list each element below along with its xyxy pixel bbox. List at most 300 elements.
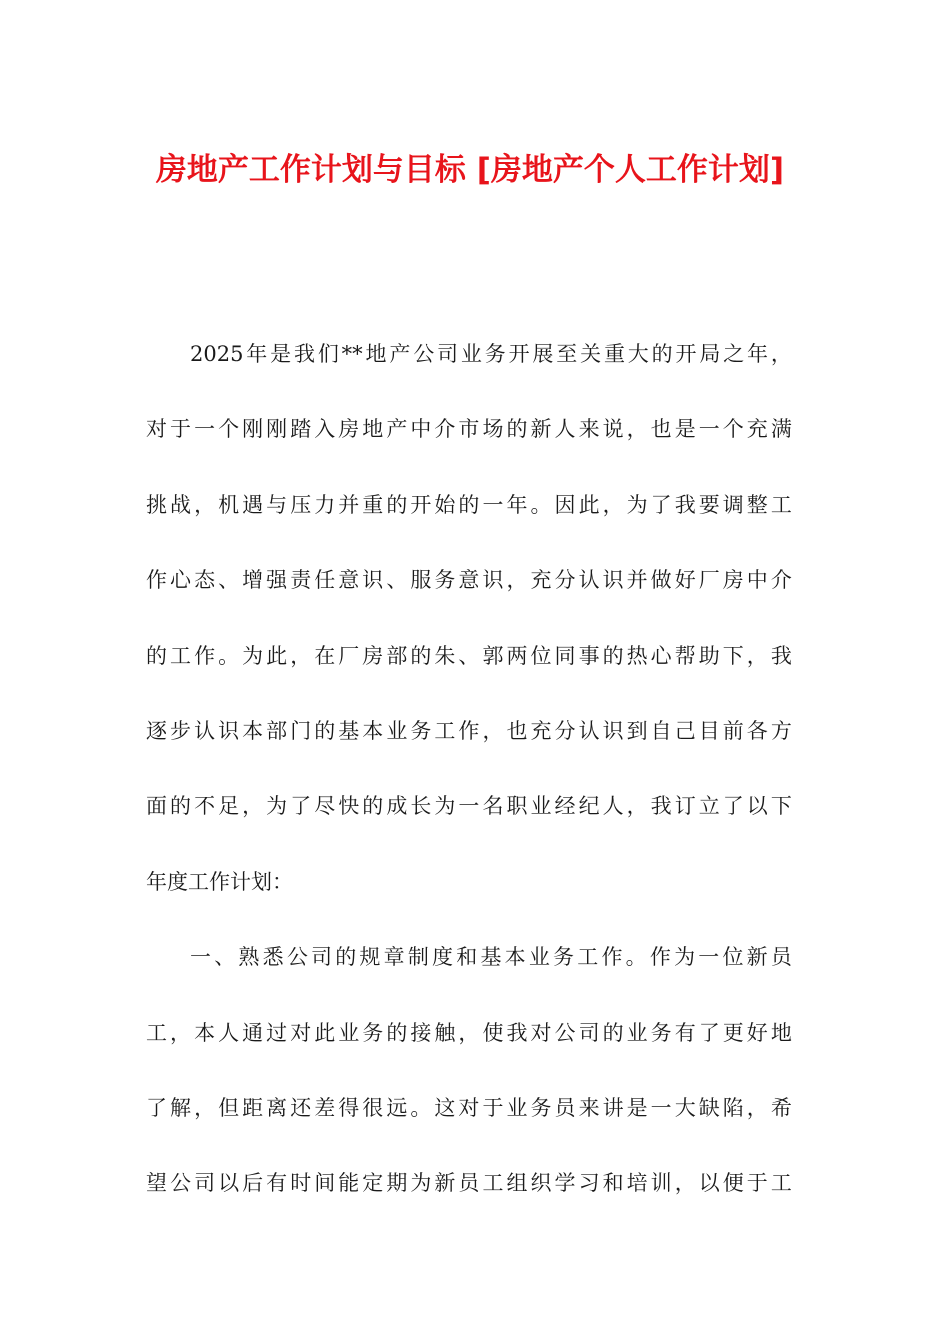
glyph: 一 xyxy=(650,1095,672,1120)
glyph: 刚 xyxy=(266,417,288,442)
glyph: 组 xyxy=(506,1171,528,1196)
glyph: 认 xyxy=(194,718,216,743)
glyph: 务 xyxy=(650,1020,672,1045)
paragraph-1-line-7 xyxy=(146,778,792,853)
glyph: 部 xyxy=(266,718,288,743)
paragraph-1-line-6 xyxy=(146,703,792,778)
glyph: 并 xyxy=(338,492,360,517)
glyph: 意 xyxy=(458,568,480,593)
glyph: 差 xyxy=(314,1095,336,1120)
glyph: 工 xyxy=(770,492,792,517)
glyph: 和 xyxy=(456,945,478,970)
glyph: 员 xyxy=(554,1095,576,1120)
glyph: 更 xyxy=(722,1020,744,1045)
glyph: ， xyxy=(458,1020,480,1045)
glyph: 触 xyxy=(434,1020,456,1045)
glyph: 本 xyxy=(194,1020,216,1045)
glyph: 距 xyxy=(242,1095,264,1120)
glyph: 务 xyxy=(553,945,575,970)
glyph: 方 xyxy=(770,718,792,743)
glyph: 压 xyxy=(290,492,312,517)
glyph: 职 xyxy=(506,794,528,819)
glyph: 位 xyxy=(530,643,552,668)
glyph: 我 xyxy=(770,643,792,668)
glyph: 充 xyxy=(530,568,552,593)
glyph: 之 xyxy=(723,342,745,366)
glyph: ， xyxy=(194,1095,216,1120)
glyph: ， xyxy=(242,794,264,819)
glyph: 公 xyxy=(554,1020,576,1045)
glyph: 对 xyxy=(146,417,167,442)
glyph: 做 xyxy=(650,568,672,593)
glyph: 学 xyxy=(554,1171,576,1196)
glyph: 不 xyxy=(194,794,216,819)
glyph: 部 xyxy=(386,643,408,668)
glyph: 此 xyxy=(314,1020,336,1045)
glyph: 司 xyxy=(578,1020,600,1045)
glyph: 刚 xyxy=(242,417,264,442)
glyph: 业 xyxy=(530,794,552,819)
glyph: 开 xyxy=(675,342,697,366)
glyph: 门 xyxy=(290,718,312,743)
glyph: 下 xyxy=(722,643,744,668)
glyph: 与 xyxy=(266,492,288,517)
glyph: 的 xyxy=(170,794,192,819)
glyph: 的 xyxy=(335,945,357,970)
glyph: 位 xyxy=(722,945,744,970)
glyph: 房 xyxy=(722,568,744,593)
glyph: 新 xyxy=(434,1171,456,1196)
glyph: 工 xyxy=(770,1171,792,1196)
glyph: 热 xyxy=(626,643,648,668)
glyph: ， xyxy=(602,492,624,517)
paragraph-1-line-5 xyxy=(146,628,792,703)
glyph: 、 xyxy=(386,568,408,593)
glyph: 踏 xyxy=(290,417,312,442)
glyph: 长 xyxy=(410,794,432,819)
glyph: 训 xyxy=(650,1171,672,1196)
glyph: 识 xyxy=(602,568,624,593)
glyph: 新 xyxy=(530,417,552,442)
glyph: 为 xyxy=(266,794,288,819)
glyph: 入 xyxy=(314,417,336,442)
glyph: 立 xyxy=(698,794,720,819)
glyph: 作 xyxy=(146,568,167,593)
glyph: 陷 xyxy=(722,1095,744,1120)
glyph: 望 xyxy=(146,1171,167,1196)
glyph: 的 xyxy=(146,643,167,668)
glyph: 也 xyxy=(506,718,528,743)
glyph: 好 xyxy=(674,568,696,593)
glyph: 业 xyxy=(338,1020,360,1045)
glyph: 同 xyxy=(554,643,576,668)
glyph: 一 xyxy=(482,492,504,517)
glyph: 的 xyxy=(506,417,528,442)
glyph: 分 xyxy=(554,568,576,593)
glyph: 为 xyxy=(434,794,456,819)
glyph: 朱 xyxy=(434,643,456,668)
document-body xyxy=(146,326,792,1231)
glyph: 始 xyxy=(434,492,456,517)
glyph: 务 xyxy=(410,718,432,743)
glyph: 前 xyxy=(722,718,744,743)
glyph: 务 xyxy=(484,342,506,366)
glyph: 尽 xyxy=(314,794,336,819)
glyph: 是 xyxy=(626,1095,648,1120)
glyph: 满 xyxy=(770,417,792,442)
glyph: 工 xyxy=(146,1020,167,1045)
glyph: 个 xyxy=(722,417,744,442)
glyph: 了 xyxy=(290,794,312,819)
paragraph-2-line-2 xyxy=(146,1005,792,1080)
glyph: 业 xyxy=(506,1095,528,1120)
glyph: ， xyxy=(770,342,792,366)
glyph: 厂 xyxy=(698,568,720,593)
glyph: 一 xyxy=(190,945,211,970)
glyph: 人 xyxy=(554,417,576,442)
glyph: 至 xyxy=(556,342,578,366)
glyph: 面 xyxy=(146,794,167,819)
glyph: 增 xyxy=(242,568,264,593)
glyph: 2025 xyxy=(190,342,244,366)
glyph: ， xyxy=(626,794,648,819)
glyph: 对 xyxy=(290,1020,312,1045)
glyph: 为 xyxy=(242,643,264,668)
glyph: 到 xyxy=(626,718,648,743)
glyph: 目 xyxy=(698,718,720,743)
glyph: 是 xyxy=(270,342,292,366)
glyph: 快 xyxy=(338,794,360,819)
glyph: 挑 xyxy=(146,492,167,517)
glyph: 度 xyxy=(432,945,454,970)
glyph: 以 xyxy=(746,794,768,819)
glyph: 也 xyxy=(650,417,672,442)
glyph: 开 xyxy=(410,492,432,517)
paragraph-1-line-3 xyxy=(146,477,792,552)
glyph: 我 xyxy=(293,342,315,366)
glyph: 年 xyxy=(246,342,268,366)
glyph: 本 xyxy=(242,718,264,743)
glyph: 很 xyxy=(362,1095,384,1120)
glyph: 大 xyxy=(627,342,649,366)
glyph: 订 xyxy=(674,794,696,819)
glyph: 远 xyxy=(386,1095,408,1120)
glyph: 重 xyxy=(603,342,625,366)
glyph: 作 xyxy=(649,945,671,970)
glyph: 过 xyxy=(266,1020,288,1045)
glyph: 新 xyxy=(746,945,768,970)
glyph: 务 xyxy=(530,1095,552,1120)
glyph: 步 xyxy=(170,718,192,743)
glyph: 的 xyxy=(410,643,432,668)
glyph: 强 xyxy=(266,568,288,593)
glyph: 个 xyxy=(218,417,240,442)
glyph: 希 xyxy=(770,1095,792,1120)
glyph: 员 xyxy=(458,1171,480,1196)
glyph: 对 xyxy=(530,1020,552,1045)
glyph: 分 xyxy=(554,718,576,743)
glyph: 产 xyxy=(389,342,411,366)
glyph: 解 xyxy=(170,1095,192,1120)
glyph: 缺 xyxy=(698,1095,720,1120)
glyph: 织 xyxy=(530,1171,552,1196)
glyph: 有 xyxy=(266,1171,288,1196)
glyph: 自 xyxy=(650,718,672,743)
glyph: 任 xyxy=(314,568,336,593)
paragraph-1-line-8: 年度工作计划： xyxy=(146,869,293,894)
glyph: 力 xyxy=(314,492,336,517)
glyph: 业 xyxy=(626,1020,648,1045)
glyph: 两 xyxy=(506,643,528,668)
glyph: 离 xyxy=(266,1095,288,1120)
glyph: ， xyxy=(170,1020,192,1045)
glyph: 公 xyxy=(413,342,435,366)
glyph: 的 xyxy=(362,794,384,819)
glyph: 责 xyxy=(290,568,312,593)
glyph: 为 xyxy=(626,492,648,517)
glyph: 通 xyxy=(242,1020,264,1045)
glyph: 的 xyxy=(386,492,408,517)
glyph: 要 xyxy=(698,492,720,517)
glyph: 司 xyxy=(437,342,459,366)
glyph: 作 xyxy=(458,718,480,743)
glyph: 成 xyxy=(386,794,408,819)
glyph: 。 xyxy=(218,643,240,668)
glyph: ， xyxy=(290,643,312,668)
glyph: 识 xyxy=(602,718,624,743)
glyph: 各 xyxy=(746,718,768,743)
glyph: 来 xyxy=(578,1095,600,1120)
glyph: 事 xyxy=(578,643,600,668)
glyph: 郭 xyxy=(482,643,504,668)
glyph: 本 xyxy=(504,945,526,970)
glyph: 了 xyxy=(722,794,744,819)
glyph: 间 xyxy=(314,1171,336,1196)
glyph: 机 xyxy=(218,492,240,517)
glyph: 展 xyxy=(532,342,554,366)
glyph: 对 xyxy=(458,1095,480,1120)
paragraph-1-line-2 xyxy=(146,401,792,476)
paragraph-1-line-4 xyxy=(146,552,792,627)
glyph: 基 xyxy=(338,718,360,743)
glyph: 了 xyxy=(146,1095,167,1120)
document-title: 房地产工作计划与目标 [房地产个人工作计划] xyxy=(155,152,785,188)
glyph: 为 xyxy=(410,1171,432,1196)
glyph: 悉 xyxy=(262,945,284,970)
glyph: 于 xyxy=(746,1171,768,1196)
glyph: 助 xyxy=(698,643,720,668)
glyph: 识 xyxy=(362,568,384,593)
paragraph-2-line-1 xyxy=(146,929,792,1004)
glyph: 、 xyxy=(214,945,236,970)
glyph: 便 xyxy=(722,1171,744,1196)
glyph: 务 xyxy=(434,568,456,593)
glyph: 一 xyxy=(698,417,720,442)
glyph: 房 xyxy=(362,643,384,668)
glyph: 、 xyxy=(218,568,240,593)
glyph: 业 xyxy=(528,945,550,970)
glyph: 重 xyxy=(362,492,384,517)
glyph: 业 xyxy=(460,342,482,366)
glyph: 下 xyxy=(770,794,792,819)
glyph: 。 xyxy=(530,492,552,517)
glyph: 识 xyxy=(482,568,504,593)
glyph: 并 xyxy=(626,568,648,593)
glyph: 。 xyxy=(625,945,647,970)
glyph: 为 xyxy=(674,945,696,970)
glyph: 认 xyxy=(578,568,600,593)
glyph: 此 xyxy=(578,492,600,517)
glyph: 接 xyxy=(410,1020,432,1045)
glyph: ， xyxy=(482,718,504,743)
glyph: 己 xyxy=(674,718,696,743)
glyph: ， xyxy=(746,643,768,668)
glyph: 工 xyxy=(434,718,456,743)
glyph: 规 xyxy=(359,945,381,970)
glyph: 人 xyxy=(218,1020,240,1045)
glyph: 逐 xyxy=(146,718,167,743)
glyph: 业 xyxy=(386,718,408,743)
glyph: 培 xyxy=(626,1171,648,1196)
glyph: 因 xyxy=(554,492,576,517)
glyph: 服 xyxy=(410,568,432,593)
glyph: 在 xyxy=(314,643,336,668)
glyph: 大 xyxy=(674,1095,696,1120)
glyph: 年 xyxy=(506,492,528,517)
glyph: ， xyxy=(626,417,648,442)
glyph: 章 xyxy=(383,945,405,970)
glyph: 的 xyxy=(602,1020,624,1045)
glyph: 市 xyxy=(458,417,480,442)
glyph: 中 xyxy=(410,417,432,442)
glyph: 我 xyxy=(650,794,672,819)
glyph: 本 xyxy=(362,718,384,743)
glyph: 于 xyxy=(482,1095,504,1120)
glyph: 场 xyxy=(482,417,504,442)
glyph: 但 xyxy=(218,1095,240,1120)
glyph: 能 xyxy=(338,1171,360,1196)
glyph: 态 xyxy=(194,568,216,593)
glyph: ， xyxy=(194,492,216,517)
glyph: 熟 xyxy=(238,945,260,970)
glyph: 名 xyxy=(482,794,504,819)
glyph: 以 xyxy=(698,1171,720,1196)
glyph: 心 xyxy=(170,568,192,593)
glyph: 了 xyxy=(698,1020,720,1045)
glyph: 中 xyxy=(746,568,768,593)
glyph: 使 xyxy=(482,1020,504,1045)
glyph: 。 xyxy=(410,1095,432,1120)
glyph: 司 xyxy=(194,1171,216,1196)
glyph: 一 xyxy=(194,417,216,442)
glyph: 地 xyxy=(362,417,384,442)
glyph: 公 xyxy=(170,1171,192,1196)
paragraph-2-line-4 xyxy=(146,1155,792,1230)
glyph: 还 xyxy=(290,1095,312,1120)
glyph: ， xyxy=(746,1095,768,1120)
glyph: 和 xyxy=(602,1171,624,1196)
glyph: 以 xyxy=(218,1171,240,1196)
glyph: 基 xyxy=(480,945,502,970)
glyph: 开 xyxy=(508,342,530,366)
glyph: 公 xyxy=(286,945,308,970)
glyph: 来 xyxy=(578,417,600,442)
glyph: 局 xyxy=(699,342,721,366)
glyph: 整 xyxy=(746,492,768,517)
glyph: 的 xyxy=(458,492,480,517)
glyph: 讲 xyxy=(602,1095,624,1120)
glyph: ， xyxy=(506,568,528,593)
glyph: 们 xyxy=(317,342,339,366)
glyph: 一 xyxy=(698,945,720,970)
glyph: 厂 xyxy=(338,643,360,668)
glyph: 关 xyxy=(580,342,602,366)
glyph: 战 xyxy=(170,492,192,517)
glyph: 充 xyxy=(746,417,768,442)
glyph: 得 xyxy=(338,1095,360,1120)
glyph: 我 xyxy=(674,492,696,517)
paragraph-2-line-3 xyxy=(146,1080,792,1155)
glyph: 识 xyxy=(218,718,240,743)
glyph: 的 xyxy=(602,643,624,668)
glyph: 介 xyxy=(770,568,792,593)
glyph: 、 xyxy=(458,643,480,668)
glyph: 心 xyxy=(650,643,672,668)
glyph: 此 xyxy=(266,643,288,668)
glyph: 定 xyxy=(362,1171,384,1196)
glyph: 的 xyxy=(314,718,336,743)
glyph: 年 xyxy=(747,342,769,366)
glyph: 员 xyxy=(770,945,792,970)
glyph: 介 xyxy=(434,417,456,442)
glyph: 后 xyxy=(242,1171,264,1196)
glyph: 了 xyxy=(650,492,672,517)
glyph: 作 xyxy=(194,643,216,668)
paragraph-1-line-1 xyxy=(146,326,792,401)
glyph: 纪 xyxy=(578,794,600,819)
glyph: 充 xyxy=(530,718,552,743)
glyph: 于 xyxy=(170,417,192,442)
glyph: 足 xyxy=(218,794,240,819)
glyph: 意 xyxy=(338,568,360,593)
glyph: 地 xyxy=(365,342,387,366)
glyph: 的 xyxy=(651,342,673,366)
glyph: 人 xyxy=(602,794,624,819)
glyph: 产 xyxy=(386,417,408,442)
glyph: 工 xyxy=(482,1171,504,1196)
glyph: 遇 xyxy=(242,492,264,517)
glyph: 务 xyxy=(362,1020,384,1045)
glyph: 时 xyxy=(290,1171,312,1196)
glyph: 是 xyxy=(674,417,696,442)
glyph: ， xyxy=(674,1171,696,1196)
glyph: 说 xyxy=(602,417,624,442)
glyph: 有 xyxy=(674,1020,696,1045)
glyph: 一 xyxy=(458,794,480,819)
glyph: 期 xyxy=(386,1171,408,1196)
glyph: 我 xyxy=(506,1020,528,1045)
glyph: 制 xyxy=(407,945,429,970)
glyph: 调 xyxy=(722,492,744,517)
glyph: 房 xyxy=(338,417,360,442)
glyph: 地 xyxy=(770,1020,792,1045)
glyph: 认 xyxy=(578,718,600,743)
glyph: 工 xyxy=(577,945,599,970)
glyph: 习 xyxy=(578,1171,600,1196)
glyph: 帮 xyxy=(674,643,696,668)
glyph: 好 xyxy=(746,1020,768,1045)
glyph: 的 xyxy=(386,1020,408,1045)
